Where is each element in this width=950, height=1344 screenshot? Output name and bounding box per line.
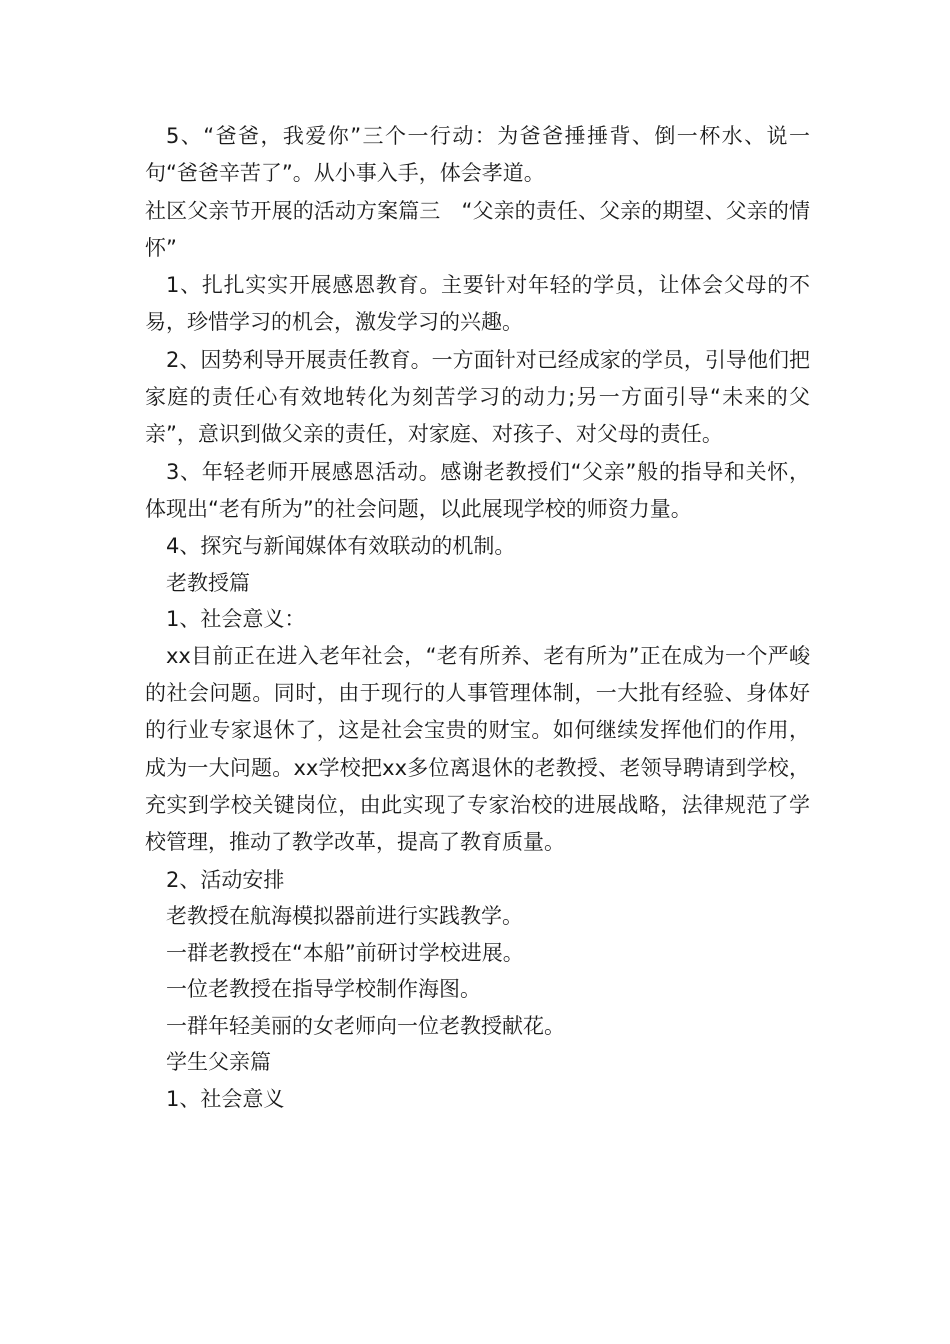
section-heading-plan-three: 社区父亲节开展的活动方案篇三 “父亲的责任、父亲的期望、父亲的情怀”	[145, 198, 810, 260]
paragraph-item-2-responsibility: 2、因势利导开展责任教育。一方面针对已经成家的学员，引导他们把家庭的责任心有效地转化为刻苦学习的动力;另一方面引导“未来的父亲”，意识到做父亲的责任，对家庭、对孩子、对父母的责任。	[145, 347, 810, 447]
paragraph-item-5: 5、“爸爸，我爱你”三个一行动：为爸爸捶捶背、倒一杯水、说一句“爸爸辛苦了”。从小事入手，体会孝道。	[145, 124, 810, 186]
document-body	[145, 118, 810, 1117]
paragraph-item-3-teachers: 3、年轻老师开展感恩活动。感谢老教授们“父亲”般的指导和关怀，体现出“老有所为”的社会问题，以此展现学校的师资力量。	[145, 459, 810, 521]
activity-line-4: 一群年轻美丽的女老师向一位老教授献花。	[166, 1013, 565, 1038]
subheading-social-meaning-2: 1、社会意义	[166, 1086, 285, 1111]
paragraph-social-meaning: xx目前正在进入老年社会，“老有所养、老有所为”正在成为一个严峻的社会问题。同时，由于现行的人事管理体制，一大批有经验、身体好的行业专家退休了，这是社会宝贵的财宝。如何继续发挥他们的作用，成为一大问题。xx学校把xx多位离退休的老教授、老领导聘请到学校，充实到学校关键岗位，由此实现了专家治校的进展战略，法律规范了学校管理，推动了教学改革，提高了教育质量。	[145, 643, 810, 855]
subheading-social-meaning: 1、社会意义：	[166, 607, 306, 632]
activity-line-2: 一群老教授在“本船”前研讨学校进展。	[166, 940, 524, 965]
subheading-student-fathers: 学生父亲篇	[166, 1050, 271, 1075]
activity-line-3: 一位老教授在指导学校制作海图。	[166, 977, 481, 1002]
subheading-professors: 老教授篇	[166, 570, 250, 595]
paragraph-item-1-gratitude: 1、扎扎实实开展感恩教育。主要针对年轻的学员，让体会父母的不易，珍惜学习的机会，激发学习的兴趣。	[145, 273, 810, 335]
subheading-activity-plan: 2、活动安排	[166, 867, 285, 892]
paragraph-item-4-media: 4、探究与新闻媒体有效联动的机制。	[166, 534, 516, 559]
activity-line-1: 老教授在航海模拟器前进行实践教学。	[166, 904, 523, 929]
